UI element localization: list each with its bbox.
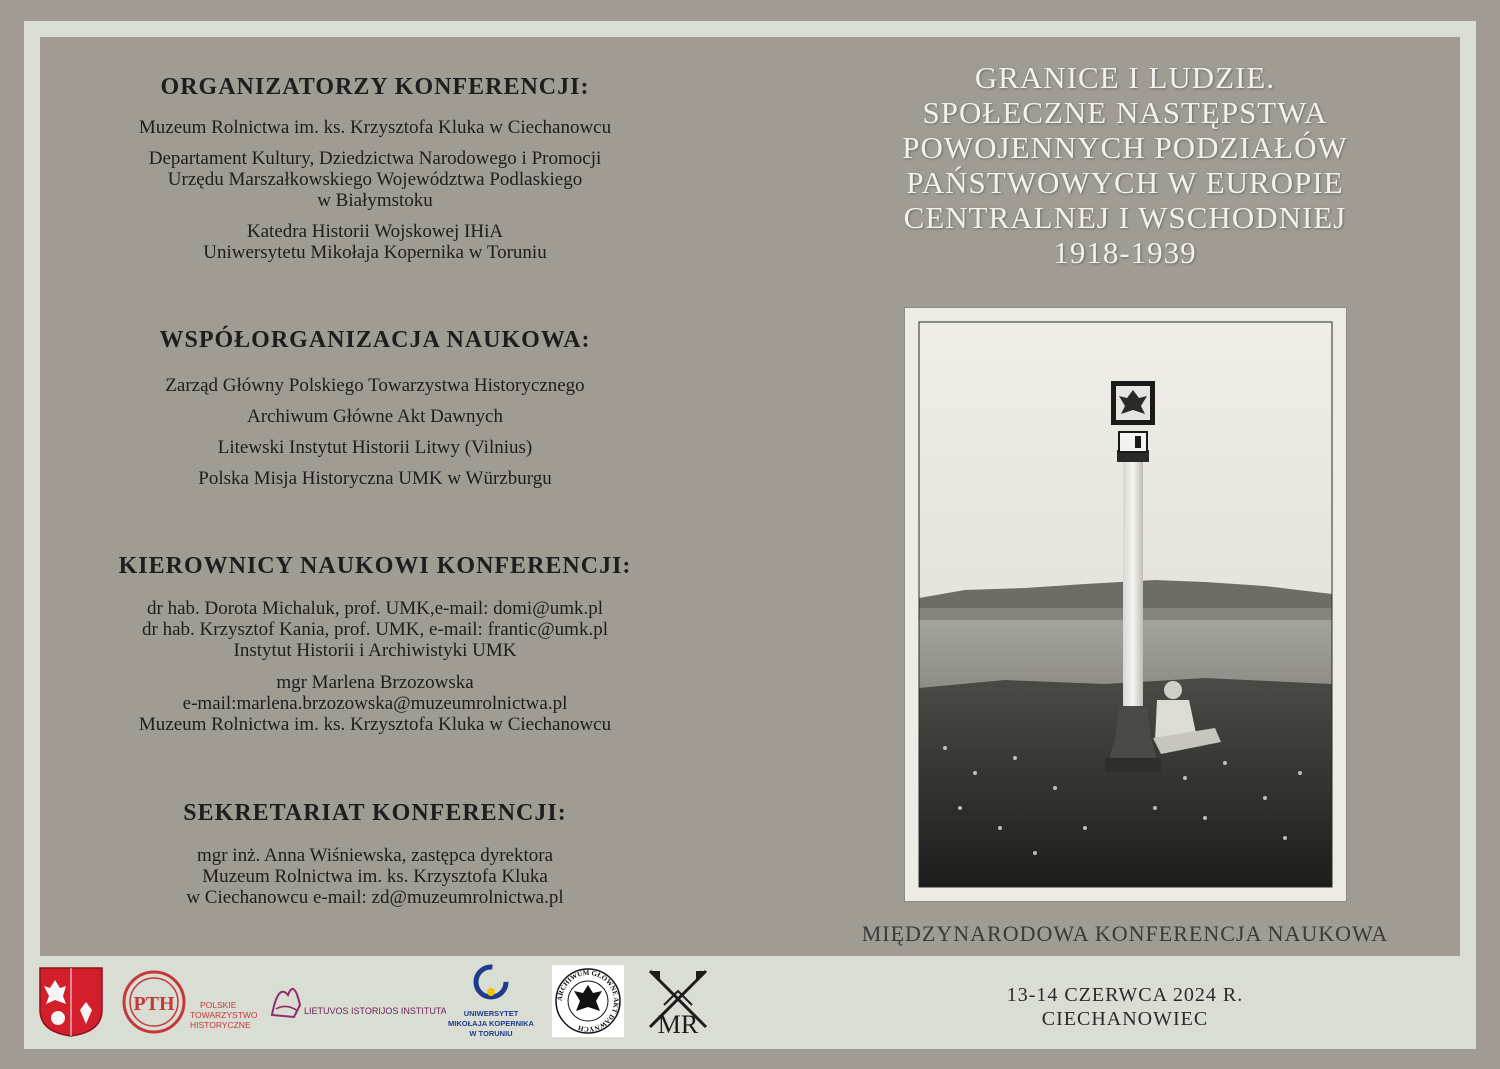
mr-logo bbox=[640, 965, 716, 1039]
conference-date: 13-14 CZERWCA 2024 R. bbox=[1006, 984, 1244, 1006]
director-line: Instytut Historii i Archiwistyki UMK bbox=[233, 640, 517, 661]
organizers-list bbox=[40, 117, 710, 263]
pth-text-line: TOWARZYSTWO bbox=[190, 1010, 258, 1020]
podlaskie-coat-of-arms-icon bbox=[38, 966, 104, 1038]
conference-title bbox=[840, 60, 1410, 270]
directors-title: KIEROWNICY NAUKOWI KONFERENCJI: bbox=[118, 553, 632, 579]
organizer-line: Departament Kultury, Dziedzictwa Narodowego i Promocji bbox=[148, 148, 602, 169]
lii-emblem-icon bbox=[266, 975, 446, 1025]
umk-logo bbox=[436, 962, 546, 1042]
lii-text: LIETUVOS ISTORIJOS INSTITUTAS bbox=[304, 1006, 446, 1016]
info-column bbox=[40, 37, 710, 956]
title-line: POWOJENNYCH PODZIAŁÓW bbox=[902, 130, 1348, 165]
umk-text-line: UNIWERSYTET bbox=[463, 1009, 519, 1018]
title-line: SPOŁECZNE NASTĘPSTWA bbox=[922, 95, 1328, 130]
director-line: Muzeum Rolnictwa im. ks. Krzysztofa Kluka w Ciechanowcu bbox=[138, 714, 612, 735]
title-line: GRANICE I LUDZIE. bbox=[974, 60, 1276, 95]
conference-place: CIECHANOWIEC bbox=[1041, 1008, 1209, 1030]
organizer-line: Urzędu Marszałkowskiego Województwa Podlaskiego bbox=[167, 169, 583, 190]
directors-list bbox=[40, 598, 710, 735]
agad-logo bbox=[552, 965, 624, 1037]
umk-text-line: W TORUNIU bbox=[469, 1029, 513, 1038]
organizers-title: ORGANIZATORZY KONFERENCJI: bbox=[160, 74, 590, 100]
pth-logo bbox=[120, 968, 260, 1038]
organizer-line: Katedra Historii Wojskowej IHiA bbox=[246, 221, 504, 242]
historical-photo bbox=[904, 307, 1347, 902]
organizer-line: Muzeum Rolnictwa im. ks. Krzysztofa Kluka w Ciechanowcu bbox=[138, 117, 612, 138]
secretariat-list bbox=[40, 845, 710, 908]
secretariat-title: SEKRETARIAT KONFERENCJI: bbox=[183, 800, 567, 826]
title-line: 1918-1939 bbox=[1053, 235, 1197, 270]
organizer-line: w Białymstoku bbox=[317, 190, 433, 211]
pth-mark: PTH bbox=[133, 993, 175, 1015]
date-and-place bbox=[960, 983, 1290, 1031]
pth-text-line: POLSKIE bbox=[200, 1000, 237, 1010]
mr-mark: MR bbox=[657, 1010, 699, 1039]
border-post-photo bbox=[905, 308, 1346, 901]
agad-ring-text: ARCHIWUM GŁÓWNE AKT DAWNYCH bbox=[555, 968, 621, 1034]
secretariat-line: w Ciechanowcu e-mail: zd@muzeumrolnictwa.pl bbox=[186, 887, 564, 908]
coorganizers-list bbox=[40, 370, 710, 494]
pth-text-line: HISTORYCZNE bbox=[190, 1020, 251, 1030]
coorganizer-line: Polska Misja Historyczna UMK w Würzburgu bbox=[198, 468, 552, 489]
agad-seal-icon bbox=[552, 965, 624, 1037]
director-line: e-mail:marlena.brzozowska@muzeumrolnictwa.pl bbox=[182, 693, 568, 714]
umk-text-line: MIKOŁAJA KOPERNIKA bbox=[448, 1019, 534, 1028]
director-line: mgr Marlena Brzozowska bbox=[276, 672, 474, 693]
director-line: dr hab. Dorota Michaluk, prof. UMK,e-mail: domi@umk.pl bbox=[147, 598, 603, 619]
conference-type-label: MIĘDZYNARODOWA KONFERENCJA NAUKOWA bbox=[861, 921, 1389, 946]
secretariat-line: mgr inż. Anna Wiśniewska, zastępca dyrektora bbox=[196, 845, 554, 866]
title-line: PAŃSTWOWYCH W EUROPIE bbox=[906, 165, 1344, 200]
coorganizer-line: Archiwum Główne Akt Dawnych bbox=[247, 406, 503, 427]
coorganizers-title: WSPÓŁORGANIZACJA NAUKOWA: bbox=[159, 327, 591, 353]
umk-emblem-icon bbox=[436, 962, 546, 1042]
organizer-line: Uniwersytetu Mikołaja Kopernika w Toruniu bbox=[203, 242, 547, 263]
coorganizer-line: Zarząd Główny Polskiego Towarzystwa Historycznego bbox=[165, 375, 585, 396]
coorganizer-line: Litewski Instytut Historii Litwy (Vilnius) bbox=[217, 437, 533, 458]
muzeum-rolnictwa-icon bbox=[640, 965, 716, 1039]
title-line: CENTRALNEJ I WSCHODNIEJ bbox=[903, 200, 1347, 235]
lii-logo bbox=[266, 975, 446, 1025]
secretariat-line: Muzeum Rolnictwa im. ks. Krzysztofa Kluka bbox=[202, 866, 548, 887]
pth-emblem-icon bbox=[120, 968, 260, 1038]
director-line: dr hab. Krzysztof Kania, prof. UMK, e-mail: frantic@umk.pl bbox=[142, 619, 608, 640]
